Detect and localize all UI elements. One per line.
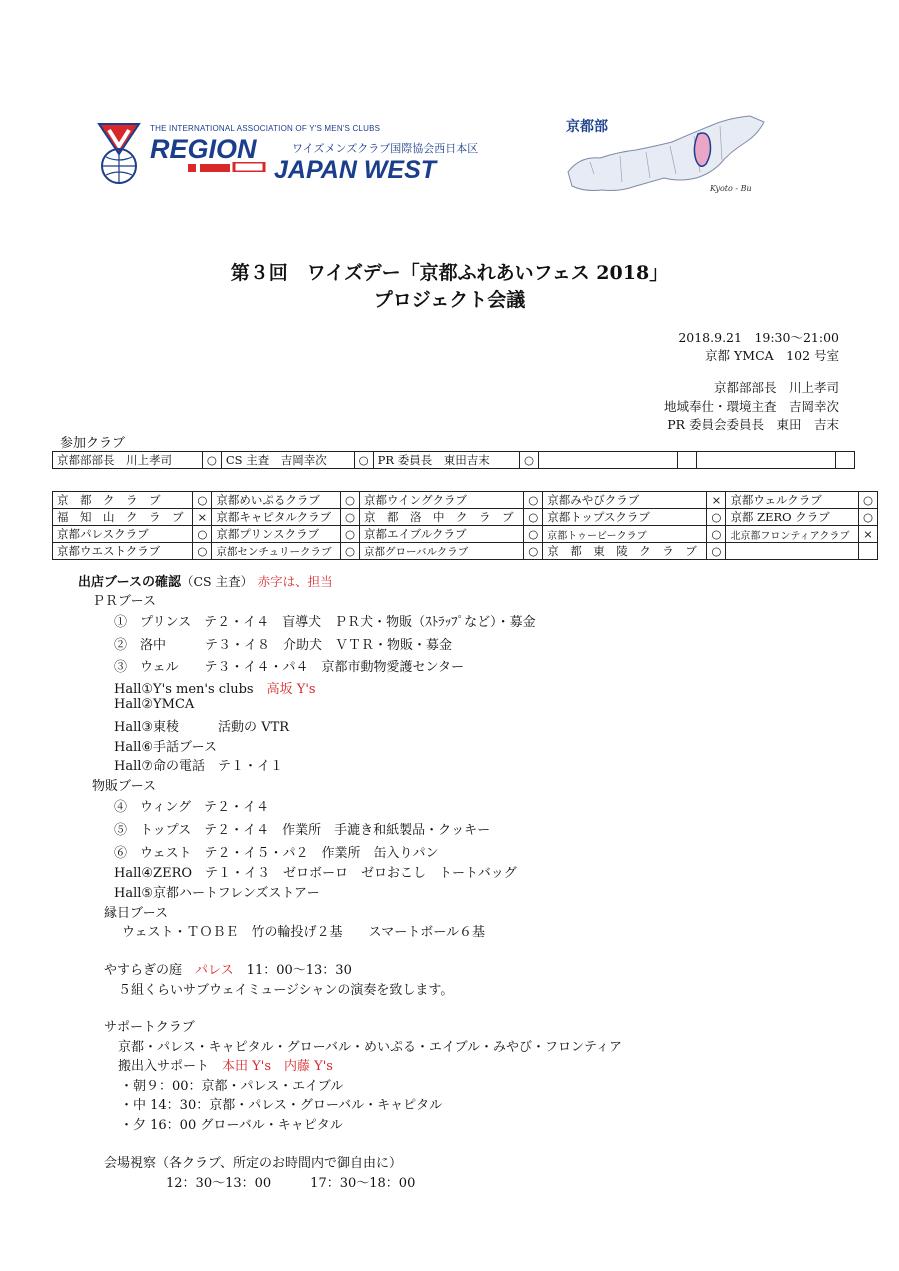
participants-table — [52, 451, 855, 469]
yasuragi-description: ５組くらいサブウェイミュージシャンの演奏を致します。 — [118, 983, 454, 998]
logo-region-text: REGION — [150, 134, 257, 164]
section-heading — [78, 571, 333, 590]
club-name: 京都ウイングクラブ — [360, 492, 524, 509]
list-item: Hall④ZERO テ１・イ３ ゼロボーロ ゼロおこし トートバッグ — [114, 866, 517, 881]
club-name: 京都みやびクラブ — [543, 492, 707, 509]
attendance-mark: ○ — [524, 526, 543, 543]
club-name: 京都トゥービークラブ — [543, 526, 707, 543]
list-item: ④ ウィング テ２・イ４ — [114, 800, 269, 815]
section-title: 出店ブースの確認 — [78, 575, 181, 590]
list-item: ③ ウェル テ３・イ４・パ４ 京都市動物愛護センター — [114, 660, 464, 675]
carry-assignees: 本田 Y's 内藤 Y's — [222, 1059, 333, 1074]
kyoto-bu-label: 京都部 — [566, 119, 608, 135]
kyoto-bu-signature: Kyoto - Bu — [710, 184, 752, 193]
goods-booth-heading: 物販ブース — [92, 779, 156, 794]
list-item: ・夕 16：00 グローバル・キャピタル — [120, 1118, 343, 1133]
document-title: 第３回 ワイズデー「京都ふれあいフェス 2018」 — [230, 262, 669, 284]
list-item — [114, 678, 316, 697]
support-clubs: 京都・パレス・キャピタル・グローバル・めいぷる・エイブル・みやび・フロンティア — [118, 1040, 623, 1055]
table-row — [53, 452, 855, 469]
carry-label: 搬出入サポート — [118, 1059, 210, 1074]
author-2: 地域奉仕・環境主査 吉岡幸次 — [663, 399, 839, 414]
document-subtitle: プロジェクト会議 — [373, 289, 526, 311]
attendance-mark: ○ — [193, 526, 212, 543]
list-item: Hall⑦命の電話 テ１・イ１ — [114, 759, 284, 774]
section-note: （CS 主査） — [180, 574, 254, 589]
support-heading: サポートクラブ — [104, 1020, 195, 1035]
attendance-mark: ○ — [202, 452, 221, 469]
attendance-mark: × — [193, 509, 212, 526]
table-row — [53, 543, 878, 560]
attendance-mark: × — [707, 492, 726, 509]
pr-booth-heading: ＰＲブース — [92, 594, 156, 609]
attendance-mark: ○ — [193, 492, 212, 509]
logo-japan-west-text: JAPAN WEST — [274, 156, 437, 184]
list-item: Hall③東稜 活動の VTR — [114, 720, 290, 735]
attendance-mark: ○ — [707, 543, 726, 560]
yasuragi-time: 11：00〜13：30 — [246, 963, 352, 978]
region-logo — [96, 118, 479, 188]
club-name: 京都 ZERO クラブ — [726, 509, 859, 526]
attendance-mark: ○ — [193, 543, 212, 560]
list-item: ・中 14：30：京都・パレス・グローバル・キャピタル — [120, 1098, 443, 1113]
attendance-mark: ○ — [341, 543, 360, 560]
attendance-mark: ○ — [524, 492, 543, 509]
club-name: 京都プリンスクラブ — [212, 526, 341, 543]
participants-heading: 参加クラブ — [60, 436, 126, 451]
list-item: ⑥ ウェスト テ２・イ５・パ２ 作業所 缶入りパン — [114, 846, 439, 861]
club-name: 京都キャピタルクラブ — [212, 509, 341, 526]
club-name: 北京都フロンティアクラブ — [726, 526, 859, 543]
list-item: ⑤ トップス テ２・イ４ 作業所 手漉き和紙製品・クッキー — [114, 823, 491, 838]
carry-line — [118, 1055, 333, 1074]
attendance-mark: ○ — [859, 509, 878, 526]
attendance-mark: ○ — [520, 452, 539, 469]
participant-name — [539, 452, 678, 469]
logo-red-blocks-icon — [188, 162, 266, 172]
attendance-mark: ○ — [341, 492, 360, 509]
yasuragi-label: やすらぎの庭 — [104, 963, 183, 978]
ennichi-heading: 縁日ブース — [104, 906, 168, 921]
attendance-mark: ○ — [524, 509, 543, 526]
yasuragi-assignee: パレス — [195, 963, 234, 978]
table-row — [53, 526, 878, 543]
attendance-mark: ○ — [707, 526, 726, 543]
table-row — [53, 492, 878, 509]
club-name: 京 都 洛 中 ク ラ ブ — [360, 509, 524, 526]
attendance-mark: × — [859, 526, 878, 543]
participant-name: PR 委員長 東田吉末 — [373, 452, 519, 469]
list-item: ウェスト・ＴＯＢＥ 竹の輪投げ２基 スマートボール６基 — [122, 925, 485, 940]
club-name: 京都トップスクラブ — [543, 509, 707, 526]
participant-name: CS 主査 吉岡幸次 — [221, 452, 354, 469]
yasuragi-line — [104, 959, 352, 978]
club-name: 京都ウェルクラブ — [726, 492, 859, 509]
attendance-mark: ○ — [524, 543, 543, 560]
club-name — [726, 543, 859, 560]
logo-japanese-text: ワイズメンズクラブ国際協会西日本区 — [292, 142, 479, 155]
visit-times: 12：30〜13：00 17：30〜18：00 — [166, 1176, 416, 1191]
club-name: 京都エイブルクラブ — [360, 526, 524, 543]
list-item: ② 洛中 テ３・イ８ 介助犬 ＶＴＲ・物販・募金 — [114, 638, 453, 653]
meeting-datetime: 2018.9.21 19:30〜21:00 — [678, 330, 839, 345]
list-item: Hall②YMCA — [114, 697, 195, 712]
club-name: 京都パレスクラブ — [53, 526, 193, 543]
club-name: 京都グローバルクラブ — [360, 543, 524, 560]
hall-1-text: Hall①Y's men's clubs — [114, 682, 254, 697]
attendance-mark — [836, 452, 855, 469]
club-name: 京都めいぷるクラブ — [212, 492, 341, 509]
participant-name — [697, 452, 836, 469]
participant-name: 京都部部長 川上孝司 — [53, 452, 203, 469]
list-item: Hall⑥手話ブース — [114, 740, 218, 755]
attendance-mark — [678, 452, 697, 469]
logo-association-text: THE INTERNATIONAL ASSOCIATION OF Y'S MEN'S CLUBS — [150, 124, 381, 133]
hall-1-assignee: 高坂 Y's — [266, 682, 316, 697]
meeting-place: 京都 YMCA 102 号室 — [705, 348, 839, 363]
ys-emblem-icon — [96, 120, 142, 186]
section-red-note: 赤字は、担当 — [257, 574, 333, 589]
table-row — [53, 509, 878, 526]
club-name: 京都センチュリークラブ — [212, 543, 341, 560]
author-1: 京都部部長 川上孝司 — [713, 380, 839, 395]
list-item: ・朝９：00：京都・パレス・エイブル — [120, 1079, 344, 1094]
attendance-mark — [859, 543, 878, 560]
list-item: Hall⑤京都ハートフレンズストアー — [114, 886, 320, 901]
attendance-mark: ○ — [341, 509, 360, 526]
list-item: ① プリンス テ２・イ４ 盲導犬 ＰＲ犬・物販（ｽﾄﾗｯﾌﾟなど）・募金 — [114, 615, 536, 630]
author-3: PR 委員会委員長 東田 吉末 — [667, 417, 839, 432]
attendance-mark: ○ — [354, 452, 373, 469]
club-name: 京 都 東 陵 ク ラ ブ — [543, 543, 707, 560]
club-name: 福 知 山 ク ラ ブ — [53, 509, 193, 526]
club-name: 京都ウエストクラブ — [53, 543, 193, 560]
attendance-mark: ○ — [859, 492, 878, 509]
kyoto-bu-map-logo — [560, 112, 770, 200]
clubs-table — [52, 491, 878, 560]
attendance-mark: ○ — [341, 526, 360, 543]
club-name: 京 都 ク ラ ブ — [53, 492, 193, 509]
visit-heading: 会場視察（各クラブ、所定のお時間内で御自由に） — [104, 1156, 402, 1171]
attendance-mark: ○ — [707, 509, 726, 526]
